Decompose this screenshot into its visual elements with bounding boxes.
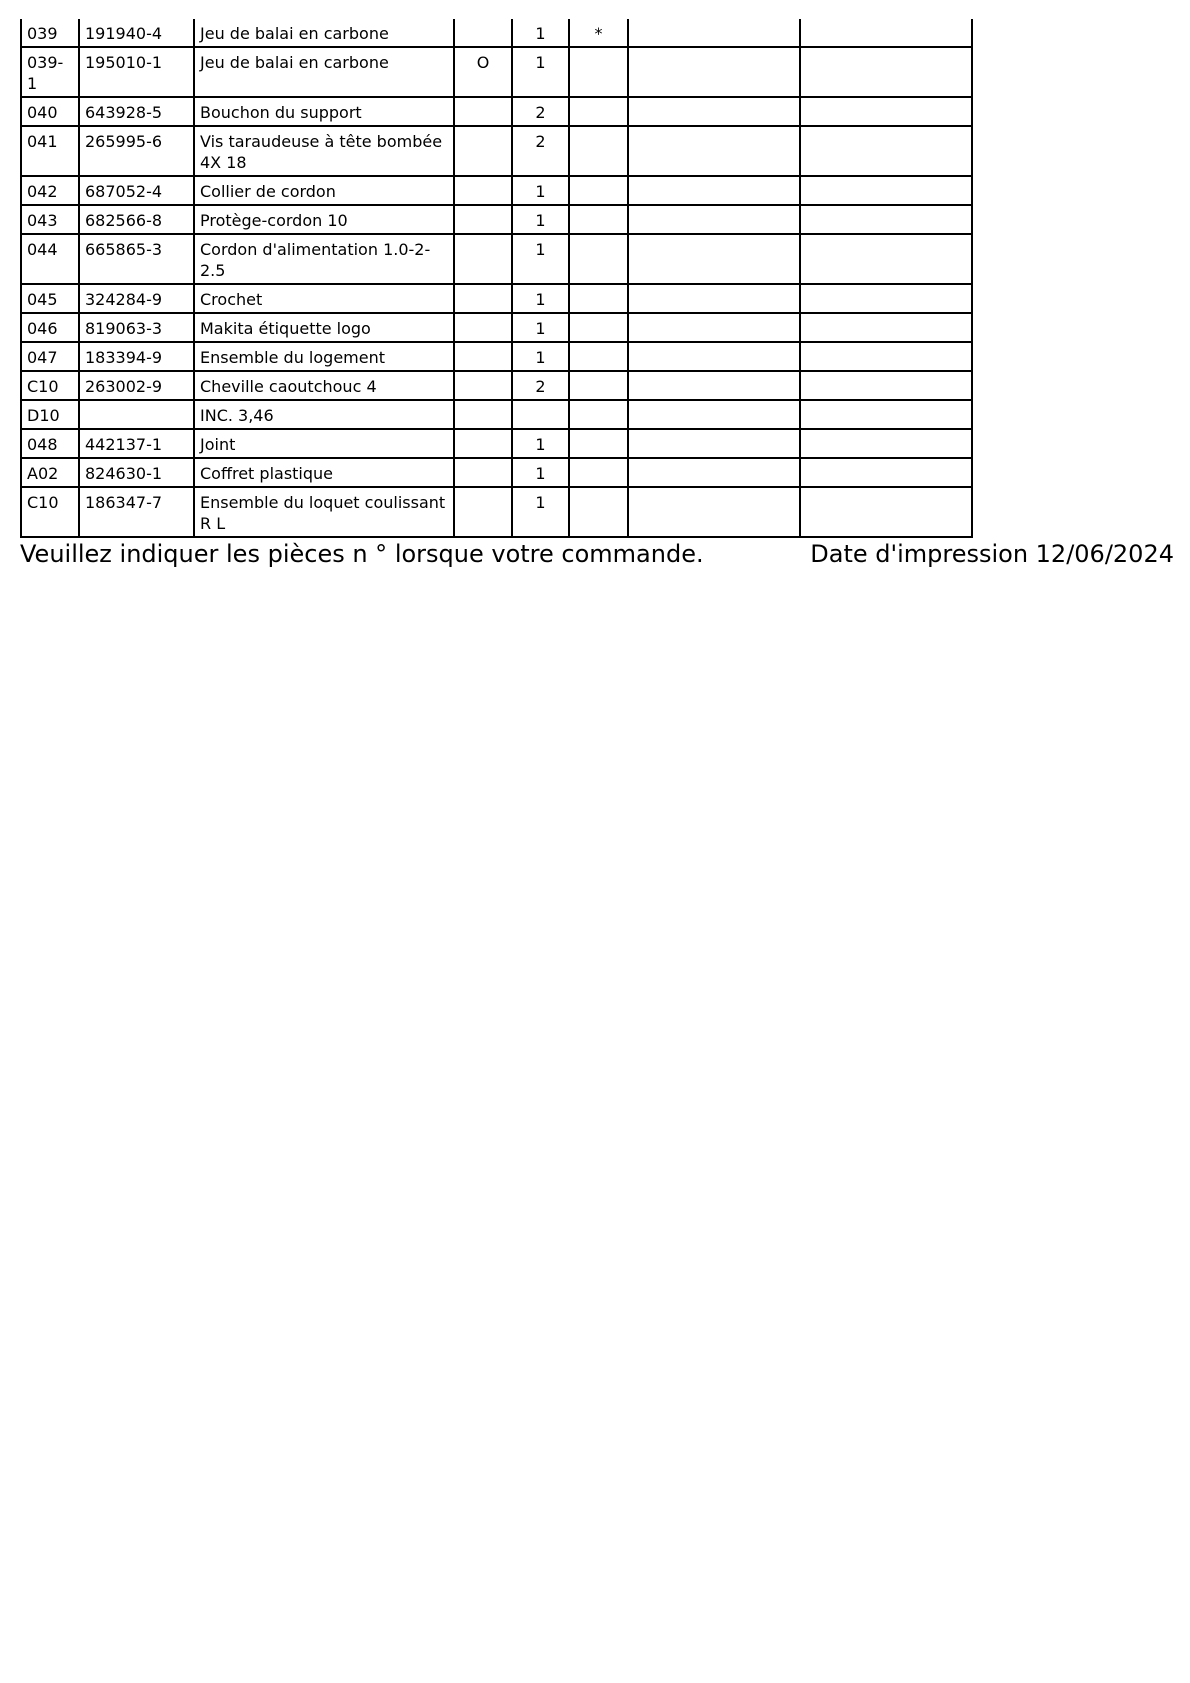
quantity-cell: 1: [512, 176, 569, 205]
ref-cell: 040: [21, 97, 79, 126]
table-row: [21, 284, 972, 313]
part-number-cell: 643928-5: [79, 97, 194, 126]
quantity-cell: [512, 400, 569, 429]
quantity-cell: 1: [512, 284, 569, 313]
blank-cell: [628, 342, 800, 371]
blank-cell: [628, 205, 800, 234]
description-cell: Cheville caoutchouc 4: [194, 371, 454, 400]
description-cell: Collier de cordon: [194, 176, 454, 205]
part-number-cell: 186347-7: [79, 487, 194, 537]
note-cell: [454, 313, 512, 342]
blank-cell: [628, 284, 800, 313]
blank-cell: [800, 19, 972, 47]
note-cell: [454, 458, 512, 487]
mark-cell: [569, 400, 628, 429]
quantity-cell: 1: [512, 205, 569, 234]
ref-cell: 039-1: [21, 47, 79, 97]
table-row: [21, 313, 972, 342]
table-row: [21, 342, 972, 371]
mark-cell: [569, 487, 628, 537]
note-cell: [454, 205, 512, 234]
mark-cell: [569, 126, 628, 176]
order-instruction-note: Veuillez indiquer les pièces n ° lorsque votre commande.: [20, 540, 704, 568]
note-cell: O: [454, 47, 512, 97]
blank-cell: [628, 176, 800, 205]
quantity-cell: 1: [512, 47, 569, 97]
quantity-cell: 2: [512, 126, 569, 176]
ref-cell: 044: [21, 234, 79, 284]
blank-cell: [628, 126, 800, 176]
quantity-cell: 1: [512, 234, 569, 284]
note-cell: [454, 19, 512, 47]
part-number-cell: 191940-4: [79, 19, 194, 47]
note-cell: [454, 97, 512, 126]
part-number-cell: 442137-1: [79, 429, 194, 458]
mark-cell: [569, 176, 628, 205]
blank-cell: [628, 97, 800, 126]
part-number-cell: [79, 400, 194, 429]
note-cell: [454, 487, 512, 537]
quantity-cell: 1: [512, 458, 569, 487]
part-number-cell: 665865-3: [79, 234, 194, 284]
table-row: [21, 429, 972, 458]
ref-cell: 041: [21, 126, 79, 176]
ref-cell: 043: [21, 205, 79, 234]
blank-cell: [628, 458, 800, 487]
blank-cell: [628, 47, 800, 97]
blank-cell: [800, 313, 972, 342]
blank-cell: [800, 126, 972, 176]
description-cell: Crochet: [194, 284, 454, 313]
blank-cell: [800, 284, 972, 313]
note-cell: [454, 400, 512, 429]
blank-cell: [800, 176, 972, 205]
table-row: [21, 234, 972, 284]
print-date: Date d'impression 12/06/2024: [810, 540, 1174, 568]
blank-cell: [800, 429, 972, 458]
mark-cell: *: [569, 19, 628, 47]
blank-cell: [800, 342, 972, 371]
blank-cell: [628, 371, 800, 400]
table-row: [21, 19, 972, 47]
description-cell: Cordon d'alimentation 1.0-2-2.5: [194, 234, 454, 284]
mark-cell: [569, 429, 628, 458]
ref-cell: A02: [21, 458, 79, 487]
ref-cell: 046: [21, 313, 79, 342]
quantity-cell: 1: [512, 487, 569, 537]
ref-cell: 045: [21, 284, 79, 313]
table-row: [21, 371, 972, 400]
description-cell: Joint: [194, 429, 454, 458]
description-cell: Makita étiquette logo: [194, 313, 454, 342]
ref-cell: 047: [21, 342, 79, 371]
blank-cell: [800, 371, 972, 400]
blank-cell: [800, 487, 972, 537]
table-row: [21, 400, 972, 429]
part-number-cell: 263002-9: [79, 371, 194, 400]
note-cell: [454, 429, 512, 458]
mark-cell: [569, 97, 628, 126]
blank-cell: [628, 400, 800, 429]
quantity-cell: 1: [512, 342, 569, 371]
description-cell: Coffret plastique: [194, 458, 454, 487]
part-number-cell: 687052-4: [79, 176, 194, 205]
description-cell: Ensemble du logement: [194, 342, 454, 371]
blank-cell: [800, 205, 972, 234]
blank-cell: [628, 19, 800, 47]
part-number-cell: 183394-9: [79, 342, 194, 371]
ref-cell: 042: [21, 176, 79, 205]
table-row: [21, 205, 972, 234]
description-cell: INC. 3,46: [194, 400, 454, 429]
parts-table: [20, 19, 973, 538]
blank-cell: [628, 313, 800, 342]
mark-cell: [569, 458, 628, 487]
blank-cell: [800, 97, 972, 126]
part-number-cell: 265995-6: [79, 126, 194, 176]
blank-cell: [628, 429, 800, 458]
quantity-cell: 1: [512, 429, 569, 458]
mark-cell: [569, 284, 628, 313]
mark-cell: [569, 205, 628, 234]
note-cell: [454, 176, 512, 205]
blank-cell: [800, 400, 972, 429]
quantity-cell: 1: [512, 313, 569, 342]
mark-cell: [569, 47, 628, 97]
ref-cell: C10: [21, 487, 79, 537]
mark-cell: [569, 234, 628, 284]
mark-cell: [569, 371, 628, 400]
description-cell: Ensemble du loquet coulissant R L: [194, 487, 454, 537]
quantity-cell: 1: [512, 19, 569, 47]
mark-cell: [569, 313, 628, 342]
note-cell: [454, 371, 512, 400]
description-cell: Bouchon du support: [194, 97, 454, 126]
table-row: [21, 47, 972, 97]
description-cell: Vis taraudeuse à tête bombée 4X 18: [194, 126, 454, 176]
table-row: [21, 176, 972, 205]
blank-cell: [800, 458, 972, 487]
table-row: [21, 97, 972, 126]
blank-cell: [628, 487, 800, 537]
part-number-cell: 682566-8: [79, 205, 194, 234]
blank-cell: [800, 234, 972, 284]
part-number-cell: 824630-1: [79, 458, 194, 487]
part-number-cell: 324284-9: [79, 284, 194, 313]
note-cell: [454, 284, 512, 313]
quantity-cell: 2: [512, 97, 569, 126]
description-cell: Jeu de balai en carbone: [194, 19, 454, 47]
description-cell: Jeu de balai en carbone: [194, 47, 454, 97]
ref-cell: 039: [21, 19, 79, 47]
note-cell: [454, 234, 512, 284]
blank-cell: [800, 47, 972, 97]
part-number-cell: 819063-3: [79, 313, 194, 342]
ref-cell: D10: [21, 400, 79, 429]
part-number-cell: 195010-1: [79, 47, 194, 97]
quantity-cell: 2: [512, 371, 569, 400]
ref-cell: 048: [21, 429, 79, 458]
table-row: [21, 458, 972, 487]
table-row: [21, 487, 972, 537]
blank-cell: [628, 234, 800, 284]
table-row: [21, 126, 972, 176]
note-cell: [454, 342, 512, 371]
mark-cell: [569, 342, 628, 371]
note-cell: [454, 126, 512, 176]
ref-cell: C10: [21, 371, 79, 400]
description-cell: Protège-cordon 10: [194, 205, 454, 234]
